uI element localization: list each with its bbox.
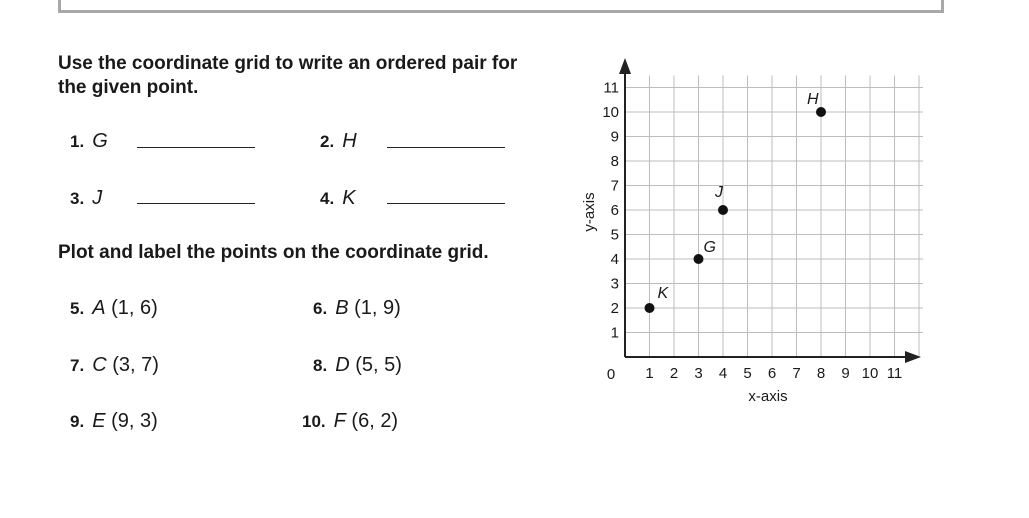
question-point: E <box>92 410 106 432</box>
question-number: 9. <box>70 412 85 431</box>
question-number: 1. <box>70 132 85 151</box>
x-tick-label: 8 <box>816 365 826 382</box>
x-axis-label: x-axis <box>748 388 788 405</box>
point-k <box>645 303 655 313</box>
y-tick-label: 10 <box>602 104 619 121</box>
question-coords: (1, 9) <box>348 297 401 319</box>
x-tick-label: 3 <box>694 365 703 382</box>
instructions-line-2: the given point. <box>58 77 199 98</box>
question-coords: (9, 3) <box>105 410 158 432</box>
instructions-line-1: Use the coordinate grid to write an ordered pair for <box>58 53 518 74</box>
point-label-g: G <box>703 239 716 256</box>
grid-lines <box>625 76 923 358</box>
question-point: B <box>335 297 349 319</box>
x-tick-label: 11 <box>886 365 903 382</box>
plot-instructions: Plot and label the points on the coordinate grid. <box>58 242 489 263</box>
question-point: H <box>342 130 357 152</box>
question-coords: (1, 6) <box>105 297 158 319</box>
question-coords: (6, 2) <box>345 410 399 432</box>
x-tick-label: 4 <box>718 365 728 382</box>
y-tick-label: 7 <box>610 177 619 195</box>
point-h <box>816 107 826 117</box>
y-tick-label: 1 <box>610 324 619 342</box>
y-tick-label: 5 <box>610 226 619 244</box>
question-coords: (3, 7) <box>106 354 159 376</box>
question-number: 3. <box>70 189 85 208</box>
y-tick-label: 6 <box>610 202 619 219</box>
y-tick-label: 11 <box>603 79 619 97</box>
question-coords: (5, 5) <box>349 354 402 376</box>
question-number: 4. <box>320 189 335 208</box>
x-tick-label: 6 <box>767 365 777 382</box>
tick-labels <box>602 80 902 383</box>
question-point: J <box>92 187 103 209</box>
question-point: C <box>92 354 107 376</box>
question-number: 5. <box>70 299 85 318</box>
y-axis-label: y-axis <box>581 192 598 232</box>
question-point: A <box>92 297 106 319</box>
x-tick-label: 10 <box>861 365 879 382</box>
point-j <box>718 205 728 215</box>
x-tick-label: 7 <box>792 365 801 382</box>
x-tick-label: 2 <box>669 365 679 382</box>
y-tick-label: 4 <box>610 251 619 268</box>
y-tick-label: 9 <box>610 128 619 146</box>
question-point: D <box>335 354 350 376</box>
question-number: 7. <box>70 356 85 375</box>
question-point: K <box>342 187 356 209</box>
question-number: 10. <box>302 412 326 431</box>
question-number: 6. <box>313 299 328 318</box>
x-tick-label: 9 <box>841 365 850 382</box>
point-g <box>694 254 704 264</box>
question-point: F <box>333 410 346 432</box>
x-tick-label: 1 <box>645 365 654 382</box>
points <box>645 91 827 313</box>
point-label-h: H <box>807 91 819 108</box>
question-point: G <box>92 130 108 152</box>
point-label-j: J <box>715 184 723 201</box>
question-number: 2. <box>320 132 335 151</box>
x-tick-label: 5 <box>743 365 752 382</box>
point-label-k: K <box>657 285 669 302</box>
y-axis-arrow <box>619 58 631 74</box>
y-tick-label: 2 <box>610 300 619 317</box>
y-tick-label: 3 <box>610 275 619 293</box>
question-number: 8. <box>313 356 328 375</box>
origin-label: 0 <box>606 366 616 383</box>
y-tick-label: 8 <box>610 153 619 170</box>
